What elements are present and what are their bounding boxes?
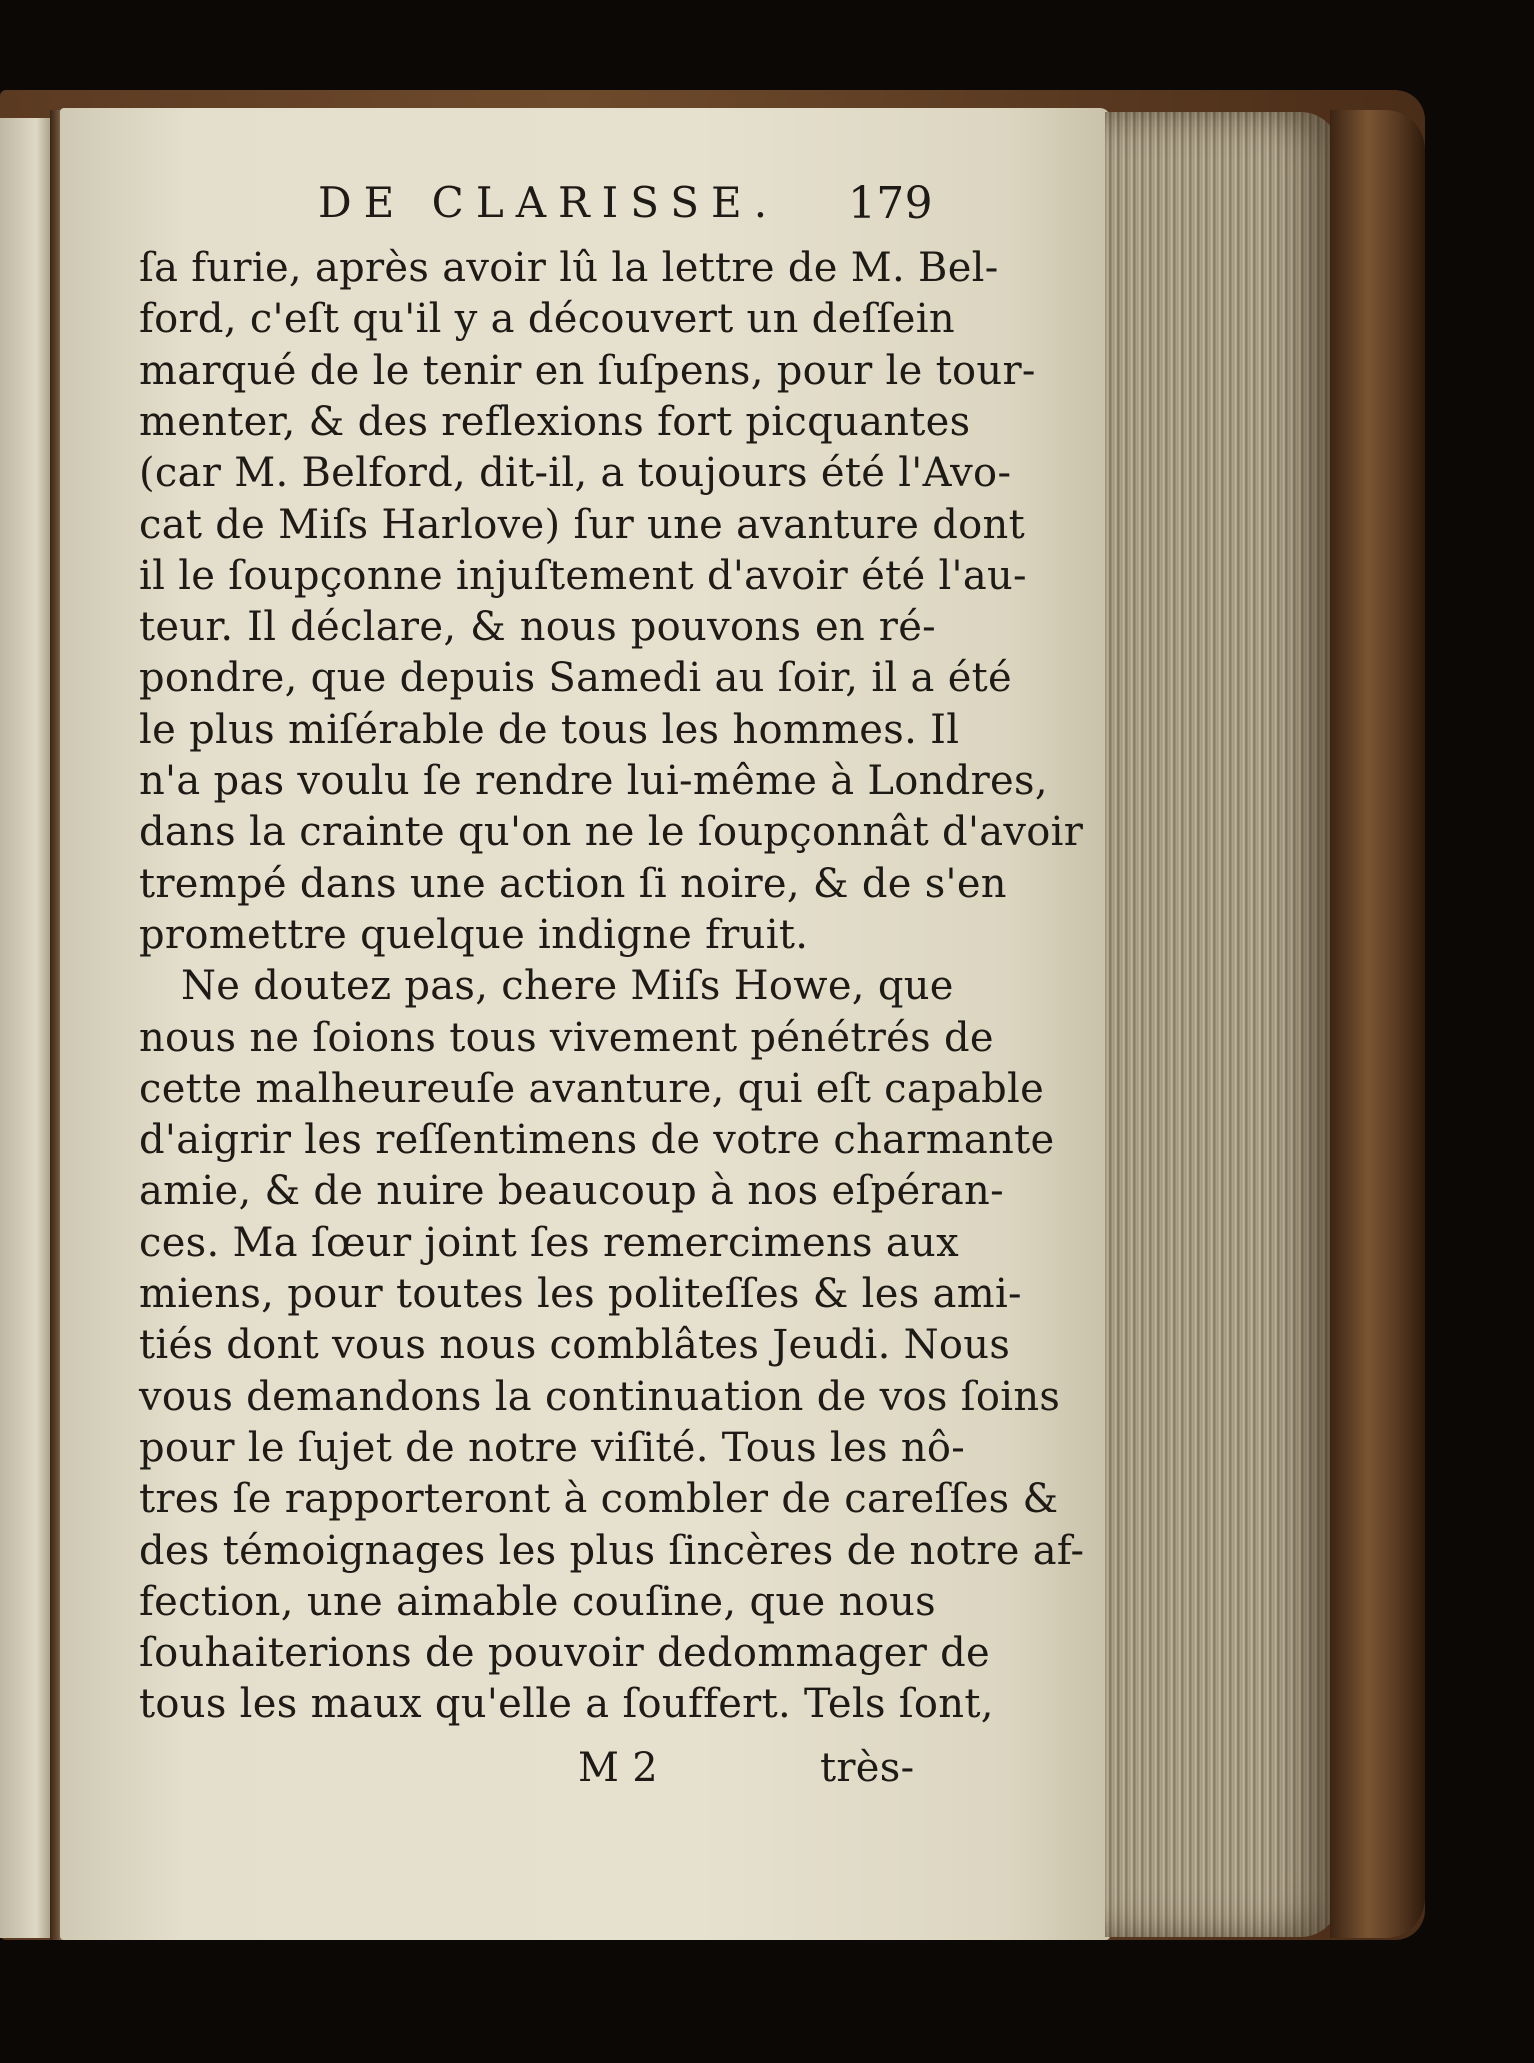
body-line: ford, c'eſt qu'il y a découvert un deſſein bbox=[139, 296, 955, 343]
body-line: amie, & de nuire beaucoup à nos eſpéran- bbox=[139, 1168, 1004, 1215]
body-line: cette malheureuſe avanture, qui eſt capable bbox=[139, 1065, 1045, 1112]
body-line: pour le ſujet de notre viſité. Tous les nô- bbox=[139, 1424, 966, 1471]
body-line: miens, pour toutes les politeſſes & les ami- bbox=[139, 1271, 1022, 1317]
body-line: fection, une aimable couſine, que nous bbox=[139, 1578, 936, 1625]
body-line: ſa furie, après avoir lû la lettre de M. Bel- bbox=[139, 245, 999, 291]
body-line: ſouhaiterions de pouvoir dedommager de bbox=[139, 1630, 991, 1677]
running-title: DE CLARISSE. bbox=[318, 178, 780, 227]
body-line: dans la crainte qu'on ne le ſoupçonnât d'avoir bbox=[139, 809, 1084, 856]
leather-spine bbox=[1330, 110, 1425, 1938]
body-line: promettre quelque indigne fruit. bbox=[139, 911, 809, 958]
body-line: d'aigrir les reſſentimens de votre charmante bbox=[139, 1117, 1055, 1164]
body-line: il le ſoupçonne injuſtement d'avoir été l'au- bbox=[139, 552, 1027, 599]
body-line: nous ne ſoions tous vivement pénétrés de bbox=[139, 1014, 994, 1061]
signature-mark: M 2 bbox=[578, 1745, 659, 1791]
body-line: teur. Il déclare, & nous pouvons en ré- bbox=[139, 604, 936, 651]
body-line: tous les maux qu'elle a ſouffert. Tels ſont, bbox=[139, 1681, 994, 1728]
page-block-edge bbox=[1105, 112, 1340, 1937]
catchword: très- bbox=[820, 1745, 915, 1791]
body-line: tiés dont vous nous comblâtes Jeudi. Nous bbox=[139, 1322, 1011, 1369]
left-page-edge bbox=[0, 118, 52, 1938]
body-line: vous demandons la continuation de vos ſoins bbox=[139, 1373, 1061, 1420]
body-line: menter, & des reflexions fort picquantes bbox=[139, 398, 971, 445]
page-number: 179 bbox=[848, 178, 933, 229]
body-line: cat de Miſs Harlove) ſur une avanture dont bbox=[139, 501, 1025, 548]
body-line: le plus miſérable de tous les hommes. Il bbox=[139, 706, 960, 753]
body-line: Ne doutez pas, chere Miſs Howe, que bbox=[181, 963, 954, 1010]
body-line: pondre, que depuis Samedi au ſoir, il a été bbox=[139, 655, 1013, 702]
body-line: des témoignages les plus ſincères de notre af- bbox=[139, 1527, 1085, 1574]
body-line: tres ſe rapporteront à combler de careſſes & bbox=[139, 1476, 1059, 1523]
body-line: ces. Ma ſœur joint ſes remercimens aux bbox=[139, 1219, 959, 1266]
body-line: marqué de le tenir en ſuſpens, pour le tour- bbox=[139, 347, 1036, 394]
body-line: n'a pas voulu ſe rendre lui-même à Londres, bbox=[139, 758, 1048, 804]
body-line: trempé dans une action ſi noire, & de s'en bbox=[139, 860, 1007, 907]
body-line: (car M. Belford, dit-il, a toujours été l'Avo- bbox=[139, 450, 1012, 497]
